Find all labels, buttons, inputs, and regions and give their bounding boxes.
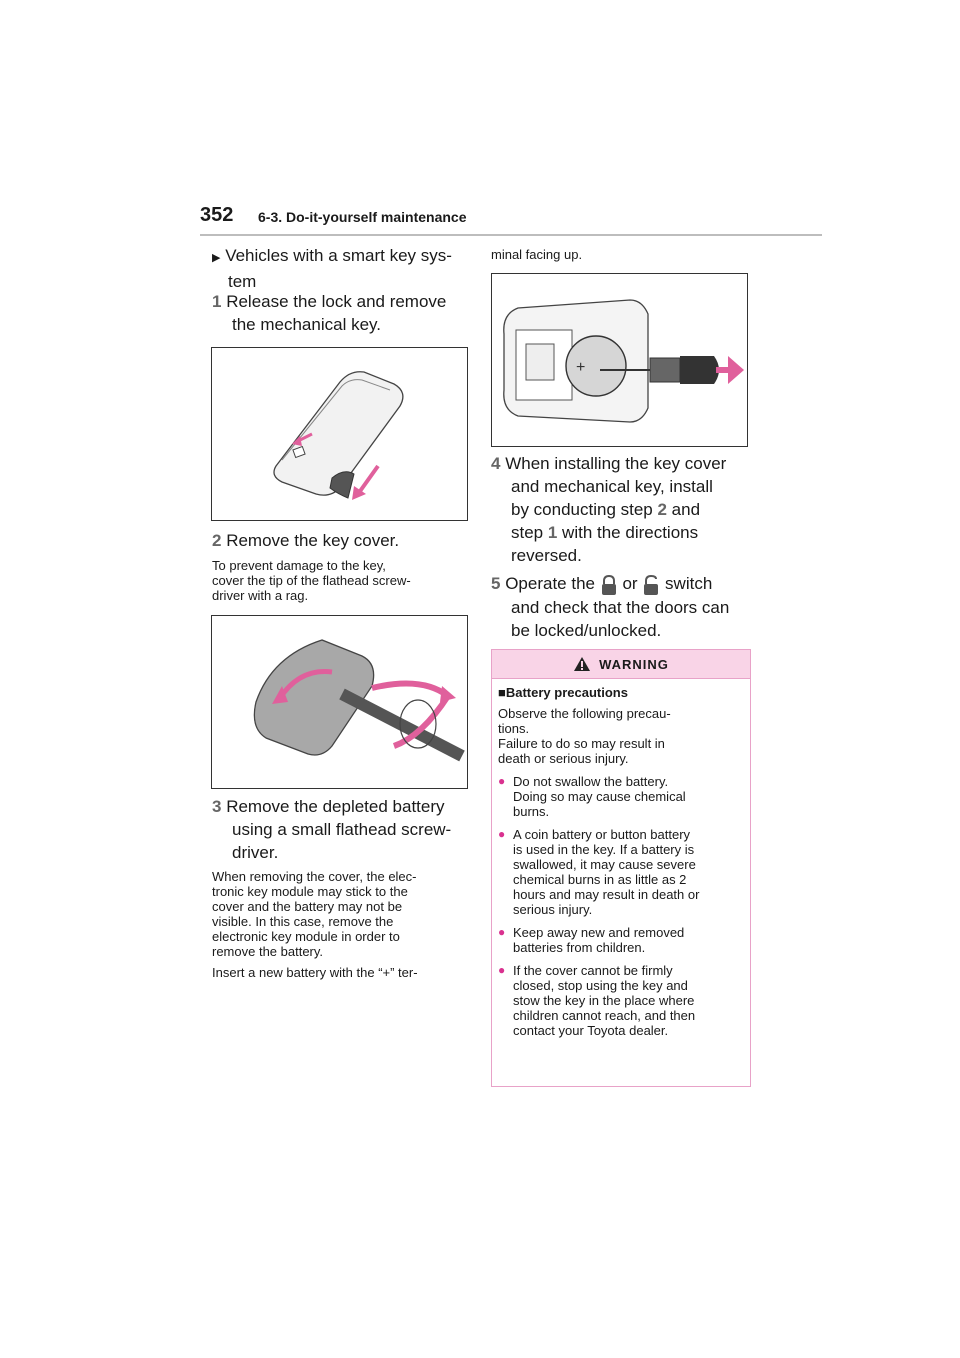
step-2-note	[212, 558, 472, 603]
step-text: Release the lock and remove	[226, 292, 447, 311]
bullet-line: chemical burns in as little as 2	[513, 872, 687, 887]
bullet-line: If the cover cannot be firmly	[513, 963, 673, 978]
bullet-line: A coin battery or button battery	[513, 827, 691, 842]
note-line: To prevent damage to the key,	[212, 558, 386, 573]
heading-line: tem	[228, 272, 257, 291]
warning-bullet	[498, 774, 744, 819]
figure-release-mechanical-key	[211, 347, 468, 521]
note-line: remove the battery.	[212, 944, 324, 959]
bullet-line: swallowed, it may cause severe	[513, 857, 696, 872]
figure-battery-removal	[491, 273, 748, 447]
step-text: reversed.	[511, 546, 582, 565]
warning-bullet	[498, 925, 744, 955]
step-text: with the directions	[557, 523, 699, 542]
step-number: 3	[212, 797, 222, 816]
page-number: 352	[200, 204, 234, 226]
step-2	[212, 529, 472, 552]
bullet-line: stow the key in the place where	[513, 993, 695, 1008]
warning-body	[492, 679, 750, 1038]
warning-box	[491, 649, 751, 1087]
screwdriver-cover-illustration	[212, 616, 467, 788]
step-ref-number: 1	[547, 523, 558, 542]
bullet-line: children cannot reach, and then	[513, 1008, 696, 1023]
bullet-line: batteries from children.	[513, 940, 646, 955]
heading-line: Vehicles with a smart key sys-	[225, 246, 452, 265]
intro-line: tions.	[498, 721, 530, 736]
step-number: 4	[491, 454, 501, 473]
step-1	[212, 290, 472, 336]
bullet-line: Keep away new and removed	[513, 925, 685, 940]
step-ref-number: 2	[657, 500, 667, 519]
step-text: Remove the depleted battery	[226, 797, 445, 816]
bullet-line: closed, stop using the key and	[513, 978, 688, 993]
step-text: and mechanical key, install	[511, 477, 713, 496]
warning-header	[492, 650, 750, 679]
note-line: cover and the battery may not be	[212, 899, 403, 914]
step-text: and check that the doors can	[511, 597, 730, 617]
intro-line: death or serious injury.	[498, 751, 629, 766]
step-text: When installing the key cover	[505, 454, 727, 473]
step-3-note	[212, 869, 474, 980]
triangle-bullet-icon: ▶	[212, 252, 221, 264]
step-text: driver.	[232, 843, 279, 862]
note-line: tronic key module may stick to the	[212, 884, 408, 899]
key-fob-illustration	[212, 348, 467, 520]
step-text: using a small flathead screw-	[232, 820, 452, 839]
note-line: electronic key module in order to	[212, 929, 400, 944]
lock-icon	[600, 574, 618, 596]
step-text: or	[622, 574, 638, 593]
step-text: step	[511, 523, 548, 542]
step-text: and	[666, 500, 701, 519]
note-line: When removing the cover, the elec-	[212, 869, 417, 884]
note-line: driver with a rag.	[212, 588, 309, 603]
bullet-line: burns.	[513, 804, 550, 819]
bullet-line: contact your Toyota dealer.	[513, 1023, 669, 1038]
note-line: cover the tip of the flathead screw-	[212, 573, 411, 588]
step-text: the mechanical key.	[232, 315, 381, 334]
step-3	[212, 795, 472, 864]
section-title: 6-3. Do-it-yourself maintenance	[258, 209, 467, 225]
bullet-line: Doing so may cause chemical	[513, 789, 686, 804]
note-line: Insert a new battery with the “+” ter-	[212, 965, 418, 980]
unlock-icon	[642, 574, 660, 596]
warning-title: WARNING	[599, 656, 669, 672]
header-rule	[200, 234, 822, 236]
step-text: switch	[665, 574, 713, 593]
step-text: Operate the	[505, 574, 595, 593]
intro-line: Failure to do so may result in	[498, 736, 665, 751]
note-line: visible. In this case, remove the	[212, 914, 394, 929]
step-text: Remove the key cover.	[226, 531, 400, 550]
step-number: 5	[491, 574, 501, 593]
warning-bullet	[498, 963, 744, 1038]
bullet-line: is used in the key. If a battery is	[513, 842, 695, 857]
continued-note: minal facing up.	[491, 247, 583, 262]
step-text: be locked/unlocked.	[511, 620, 662, 640]
intro-line: Observe the following precau-	[498, 706, 671, 721]
bullet-line: hours and may result in death or	[513, 887, 700, 902]
battery-plus-label: +	[576, 359, 586, 376]
figure-remove-key-cover	[211, 615, 468, 789]
warning-intro	[498, 706, 744, 766]
smart-key-heading	[212, 244, 472, 293]
warning-triangle-icon	[573, 656, 591, 672]
step-number: 2	[212, 531, 222, 550]
warning-heading: ■Battery precautions	[498, 685, 628, 700]
bullet-line: serious injury.	[513, 902, 593, 917]
step-4	[491, 452, 761, 567]
warning-bullet	[498, 827, 744, 917]
step-5	[491, 572, 761, 642]
open-key-battery-illustration	[492, 274, 747, 446]
bullet-line: Do not swallow the battery.	[513, 774, 669, 789]
step-text: by conducting step	[511, 500, 658, 519]
step-number: 1	[212, 292, 222, 311]
